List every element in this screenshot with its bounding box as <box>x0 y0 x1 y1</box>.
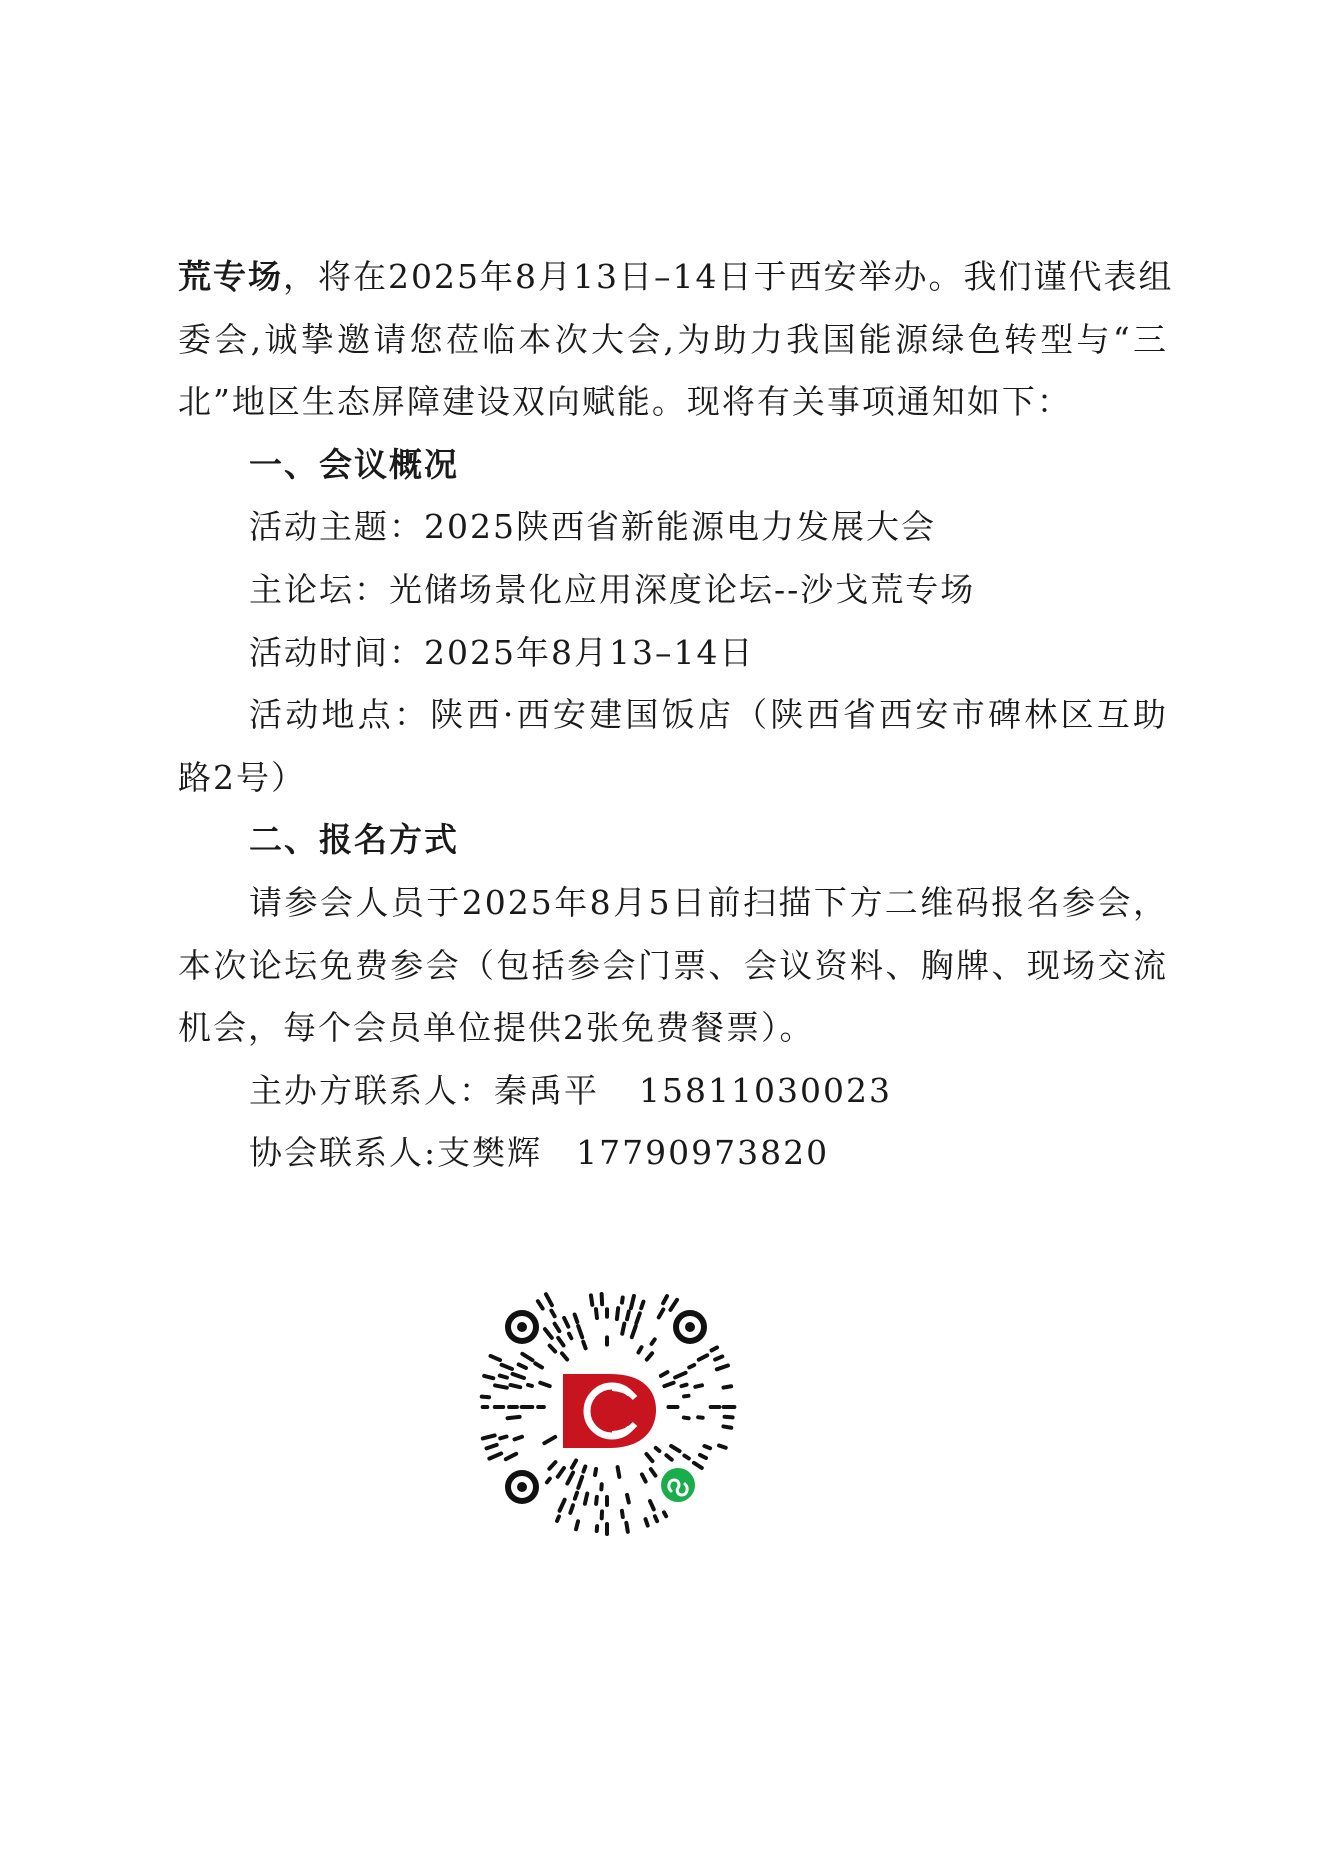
registration-line-3: 机会，每个会员单位提供2张免费餐票）。 <box>178 1008 815 1048</box>
qr-dash <box>578 1477 582 1488</box>
document-body <box>178 246 1174 1185</box>
qr-dash <box>627 1495 629 1503</box>
qr-dash <box>622 1511 623 1517</box>
qr-dash <box>567 1473 573 1484</box>
section-1-heading: 一、会议概况 <box>249 444 459 484</box>
qr-dash <box>638 1347 641 1352</box>
qr-dash <box>549 1462 555 1469</box>
qr-dash <box>535 1363 542 1367</box>
qr-dash <box>547 1479 550 1483</box>
qr-dash <box>544 1437 555 1443</box>
main-forum: 主论坛：光储场景化应用深度论坛--沙戈荒专场 <box>249 569 976 609</box>
qr-dash <box>622 1324 624 1334</box>
qr-dash <box>515 1437 523 1440</box>
qr-dash <box>576 1521 578 1529</box>
qr-dash <box>570 1505 573 1513</box>
qr-dash <box>564 1318 568 1327</box>
qr-dash <box>715 1356 722 1359</box>
intro-text: ，将在2025年8月13日–14日于西安举办。我们谨代表组 <box>283 257 1174 296</box>
intro-line-1 <box>178 246 1174 309</box>
qr-dash <box>583 1342 585 1349</box>
qr-dash <box>627 1311 629 1319</box>
qr-dash <box>719 1445 726 1447</box>
qr-dash <box>698 1417 703 1418</box>
qr-dash <box>661 1372 668 1376</box>
qr-dash <box>632 1326 636 1337</box>
qr-dash <box>502 1365 512 1369</box>
qr-dash <box>622 1298 623 1303</box>
qr-dash <box>487 1445 497 1448</box>
qr-dash <box>591 1295 592 1304</box>
event-theme: 活动主题：2025陕西省新能源电力发展大会 <box>249 507 936 547</box>
qr-dash <box>725 1417 733 1418</box>
qr-dash <box>528 1385 532 1386</box>
organizer-contact <box>178 1060 1168 1123</box>
qr-dash <box>583 1466 585 1471</box>
qr-code-graphic <box>470 1270 745 1545</box>
qr-dash <box>596 1497 597 1504</box>
qr-dash <box>484 1376 493 1378</box>
registration-line-1: 请参会人员于2025年8月5日前扫描下方二维码报名参会， <box>249 882 1168 922</box>
intro-line-3: 北”地区生态屏障建设双向赋能。现将有关事项通知如下： <box>178 382 1072 422</box>
qr-dash <box>596 1309 597 1318</box>
mini-program-badge-icon <box>656 1463 700 1507</box>
qr-dash <box>558 1338 563 1346</box>
qr-dash <box>519 1364 526 1368</box>
organizer-contact-label: 主办方联系人：秦禹平 <box>249 1070 599 1110</box>
qr-dash <box>684 1396 688 1397</box>
qr-dash <box>578 1326 582 1337</box>
qr-dash <box>655 1516 657 1521</box>
qr-dash <box>695 1385 702 1387</box>
qr-dash <box>569 1334 571 1339</box>
registration-line-2: 本次论坛免费参会（包括参会门票、会议资料、胸牌、现场交流 <box>178 945 1168 985</box>
qr-dash <box>650 1501 654 1509</box>
qr-dash <box>675 1373 686 1378</box>
qr-dash <box>659 1310 664 1318</box>
center-logo-icon <box>549 1349 665 1465</box>
event-place-line-2: 路2号） <box>178 757 306 797</box>
qr-dash <box>704 1446 710 1448</box>
qr-dash <box>618 1467 620 1477</box>
qr-dash <box>506 1454 516 1459</box>
qr-dash <box>491 1356 500 1360</box>
event-time: 活动时间：2025年8月13–14日 <box>249 632 755 672</box>
qr-dash <box>511 1385 521 1387</box>
qr-finder-bottom-left <box>508 1473 536 1501</box>
association-contact-phone: 17790973820 <box>576 1133 830 1173</box>
qr-dash <box>694 1463 702 1468</box>
qr-dash <box>656 1448 660 1451</box>
qr-dash <box>647 1353 652 1359</box>
qr-dash <box>641 1302 643 1309</box>
qr-dash <box>551 1311 554 1317</box>
intro-bold-text: 荒专场 <box>178 257 283 296</box>
qr-dash <box>684 1418 689 1419</box>
qr-dash <box>585 1494 587 1504</box>
qr-finder-top-left <box>508 1313 536 1341</box>
qr-dash <box>666 1455 671 1459</box>
qr-dash <box>555 1324 560 1332</box>
qr-dash <box>617 1308 618 1319</box>
qr-dash <box>575 1315 578 1323</box>
intro-line-2: 委会,诚挚邀请您莅临本次大会,为助力我国能源绿色转型与“三 <box>178 319 1168 359</box>
association-contact-label: 协会联系人:支樊辉 <box>249 1133 543 1173</box>
qr-dash <box>671 1446 679 1451</box>
qr-dash <box>670 1300 677 1310</box>
qr-dash <box>500 1437 506 1439</box>
qr-dash <box>546 1294 552 1305</box>
qr-dash <box>664 1383 673 1386</box>
qr-dash <box>595 1469 596 1475</box>
qr-dash <box>540 1383 549 1386</box>
qr-dash <box>575 1493 577 1499</box>
qr-dash <box>489 1453 501 1458</box>
qr-dash <box>646 1454 652 1461</box>
qr-dash <box>663 1296 667 1303</box>
qr-dash <box>689 1365 694 1367</box>
qr-dash <box>724 1386 732 1387</box>
qr-finder-top-right <box>676 1313 704 1341</box>
association-contact <box>178 1122 1168 1185</box>
qr-dash <box>636 1313 639 1323</box>
qr-dash <box>681 1385 686 1386</box>
qr-dash <box>700 1455 706 1458</box>
qr-dash <box>664 1512 666 1516</box>
qr-dash <box>626 1523 628 1532</box>
qr-dash <box>538 1301 543 1308</box>
qr-dash <box>572 1461 576 1468</box>
event-place-line-1: 活动地点：陕西·西安建国饭店（陕西省西安市碑林区互助 <box>249 695 1168 735</box>
section-2-heading: 二、报名方式 <box>249 820 459 860</box>
qr-dash <box>513 1374 524 1378</box>
qr-dash <box>652 1339 655 1344</box>
qr-dash <box>646 1519 648 1525</box>
qr-dash <box>482 1397 489 1398</box>
qr-dash <box>712 1347 718 1350</box>
qr-dash <box>557 1516 559 1520</box>
qr-dash <box>500 1376 507 1378</box>
qr-dash <box>699 1355 707 1359</box>
qr-dash <box>684 1456 688 1459</box>
qr-dash <box>723 1426 731 1427</box>
qr-dash <box>562 1353 567 1359</box>
qr-dash <box>560 1500 565 1511</box>
qr-dash <box>483 1435 495 1438</box>
qr-dash <box>642 1474 646 1481</box>
qr-dash <box>558 1468 564 1477</box>
qr-dash <box>508 1417 520 1418</box>
qr-dash <box>717 1365 728 1369</box>
qr-dash <box>631 1296 634 1308</box>
mini-program-qr-code[interactable] <box>470 1270 745 1545</box>
organizer-contact-phone: 15811030023 <box>639 1070 892 1110</box>
qr-dash <box>550 1346 556 1352</box>
qr-dash <box>522 1354 532 1360</box>
qr-dash <box>545 1329 552 1338</box>
qr-dash <box>651 1469 656 1475</box>
qr-dash <box>495 1385 507 1387</box>
